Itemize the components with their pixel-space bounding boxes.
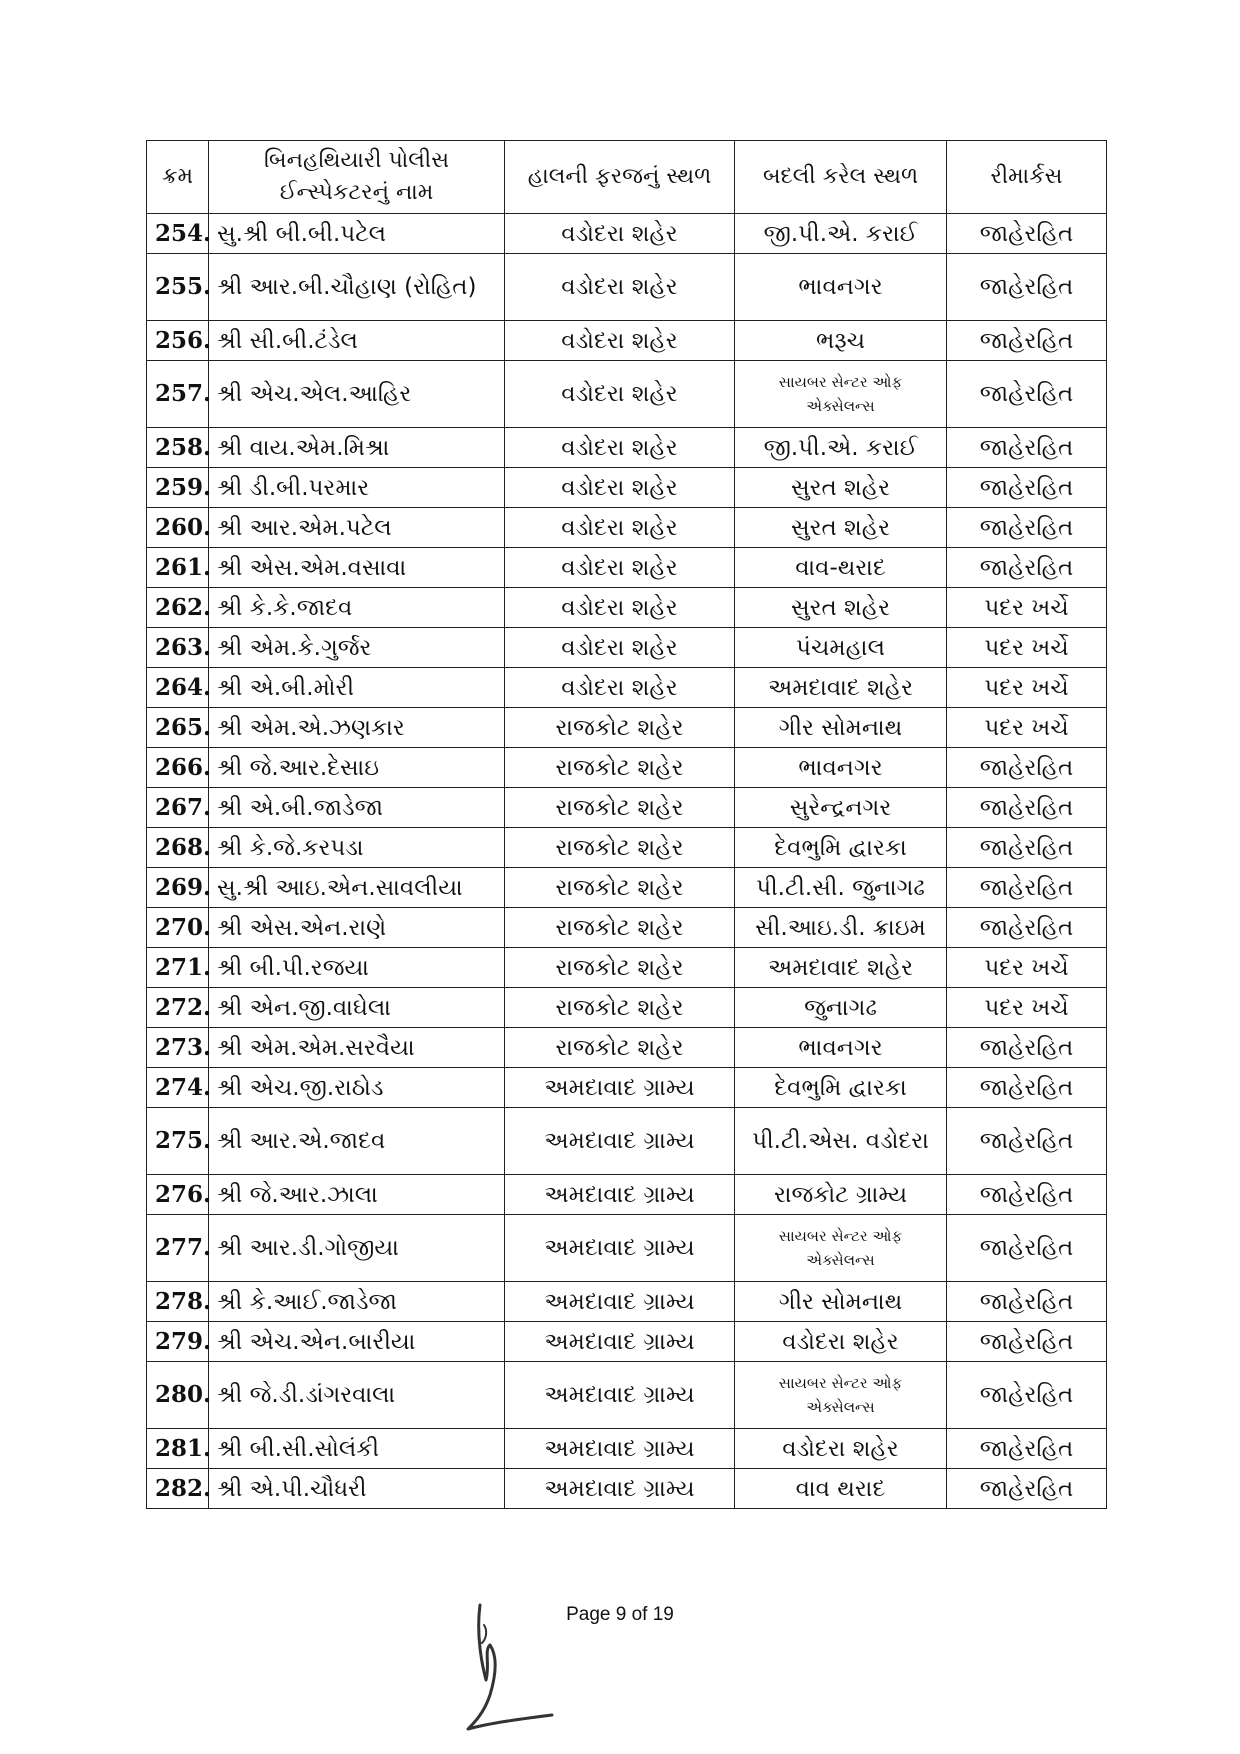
header-transfer-place: બદલી કરેલ સ્થળ — [735, 141, 947, 214]
transfer-place-cell: પંચમહાલ — [735, 628, 947, 668]
remarks-cell: પદર ખર્ચે — [947, 668, 1107, 708]
remarks-cell: જાહેરહિત — [947, 254, 1107, 321]
officer-name-cell: શ્રી જે.આર.ઝાલા — [209, 1175, 505, 1215]
table-row — [147, 828, 1107, 868]
officer-name-cell: શ્રી આર.બી.ચૌહાણ (રોહિત) — [209, 254, 505, 321]
table-row — [147, 708, 1107, 748]
remarks-cell: જાહેરહિત — [947, 468, 1107, 508]
transfer-place-cell: વાવ-થરાદ — [735, 548, 947, 588]
transfer-place-cell: સી.આઇ.ડી. ક્રાઇમ — [735, 908, 947, 948]
remarks-cell: જાહેરહિત — [947, 428, 1107, 468]
serial-number-cell: 271. — [147, 948, 209, 988]
current-posting-cell: વડોદરા શહેર — [505, 361, 735, 428]
officer-name-cell: શ્રી આર.ડી.ગોજીયા — [209, 1215, 505, 1282]
table-row — [147, 748, 1107, 788]
remarks-cell: જાહેરહિત — [947, 908, 1107, 948]
serial-number-cell: 259. — [147, 468, 209, 508]
officer-name-cell: શ્રી એ.બી.જાડેજા — [209, 788, 505, 828]
current-posting-cell: રાજકોટ શહેર — [505, 1028, 735, 1068]
serial-number-cell: 275. — [147, 1108, 209, 1175]
officer-name-cell: શ્રી સી.બી.ટંડેલ — [209, 321, 505, 361]
current-posting-cell: રાજકોટ શહેર — [505, 988, 735, 1028]
current-posting-cell: અમદાવાદ ગ્રામ્ય — [505, 1362, 735, 1429]
current-posting-cell: અમદાવાદ ગ્રામ્ય — [505, 1175, 735, 1215]
transfer-place-cell: જુનાગઢ — [735, 988, 947, 1028]
officer-name-cell: શ્રી કે.આઈ.જાડેજા — [209, 1282, 505, 1322]
officer-name-cell: શ્રી એ.પી.ચૌધરી — [209, 1469, 505, 1509]
remarks-cell: જાહેરહિત — [947, 214, 1107, 254]
serial-number-cell: 272. — [147, 988, 209, 1028]
current-posting-cell: રાજકોટ શહેર — [505, 788, 735, 828]
table-row — [147, 1215, 1107, 1282]
header-name: બિનહથિયારી પોલીસ ઈન્સ્પેકટરનું નામ — [209, 141, 505, 214]
officer-name-cell: શ્રી એચ.એલ.આહિર — [209, 361, 505, 428]
serial-number-cell: 263. — [147, 628, 209, 668]
remarks-cell: જાહેરહિત — [947, 1215, 1107, 1282]
transfer-place-cell: રાજકોટ ગ્રામ્ય — [735, 1175, 947, 1215]
serial-number-cell: 279. — [147, 1322, 209, 1362]
serial-number-cell: 267. — [147, 788, 209, 828]
remarks-cell: પદર ખર્ચે — [947, 988, 1107, 1028]
transfer-table — [146, 140, 1107, 1509]
current-posting-cell: વડોદરા શહેર — [505, 548, 735, 588]
serial-number-cell: 269. — [147, 868, 209, 908]
officer-name-cell: શ્રી એ.બી.મોરી — [209, 668, 505, 708]
serial-number-cell: 265. — [147, 708, 209, 748]
officer-name-cell: શ્રી જે.ડી.ડાંગરવાલા — [209, 1362, 505, 1429]
officer-name-cell: શ્રી એસ.એમ.વસાવા — [209, 548, 505, 588]
transfer-place-cell: વાવ થરાદ — [735, 1469, 947, 1509]
table-row — [147, 468, 1107, 508]
current-posting-cell: વડોદરા શહેર — [505, 428, 735, 468]
table-row — [147, 788, 1107, 828]
current-posting-cell: વડોદરા શહેર — [505, 214, 735, 254]
page-number: Page 9 of 19 — [566, 1604, 674, 1625]
transfer-place-cell: ભાવનગર — [735, 254, 947, 321]
header-current-posting: હાલની ફરજનું સ્થળ — [505, 141, 735, 214]
remarks-cell: પદર ખર્ચે — [947, 628, 1107, 668]
serial-number-cell: 264. — [147, 668, 209, 708]
table-row — [147, 214, 1107, 254]
current-posting-cell: રાજકોટ શહેર — [505, 748, 735, 788]
serial-number-cell: 268. — [147, 828, 209, 868]
table-row — [147, 668, 1107, 708]
table-row — [147, 1282, 1107, 1322]
remarks-cell: જાહેરહિત — [947, 828, 1107, 868]
serial-number-cell: 281. — [147, 1429, 209, 1469]
transfer-place-cell: અમદાવાદ શહેર — [735, 948, 947, 988]
table-row — [147, 908, 1107, 948]
remarks-cell: જાહેરહિત — [947, 321, 1107, 361]
transfer-place-cell: સુરત શહેર — [735, 588, 947, 628]
remarks-cell: જાહેરહિત — [947, 1108, 1107, 1175]
transfer-place-cell: દેવભુમિ દ્વારકા — [735, 1068, 947, 1108]
remarks-cell: જાહેરહિત — [947, 1362, 1107, 1429]
remarks-cell: જાહેરહિત — [947, 1322, 1107, 1362]
remarks-cell: જાહેરહિત — [947, 1175, 1107, 1215]
remarks-cell: જાહેરહિત — [947, 1469, 1107, 1509]
transfer-place-cell: ગીર સોમનાથ — [735, 1282, 947, 1322]
transfer-place-cell: સાયબર સેન્ટર ઓફ એક્સેલન્સ — [735, 361, 947, 428]
officer-name-cell: સુ.શ્રી બી.બી.પટેલ — [209, 214, 505, 254]
table-row — [147, 361, 1107, 428]
serial-number-cell: 274. — [147, 1068, 209, 1108]
current-posting-cell: અમદાવાદ ગ્રામ્ય — [505, 1429, 735, 1469]
officer-name-cell: શ્રી કે.કે.જાદવ — [209, 588, 505, 628]
officer-name-cell: શ્રી ડી.બી.પરમાર — [209, 468, 505, 508]
transfer-place-cell: ભરૂચ — [735, 321, 947, 361]
transfer-place-cell: સુરેન્દ્રનગર — [735, 788, 947, 828]
current-posting-cell: રાજકોટ શહેર — [505, 868, 735, 908]
officer-name-cell: સુ.શ્રી આઇ.એન.સાવલીયા — [209, 868, 505, 908]
serial-number-cell: 276. — [147, 1175, 209, 1215]
current-posting-cell: અમદાવાદ ગ્રામ્ય — [505, 1068, 735, 1108]
current-posting-cell: અમદાવાદ ગ્રામ્ય — [505, 1215, 735, 1282]
officer-name-cell: શ્રી એમ.કે.ગુર્જર — [209, 628, 505, 668]
table-row — [147, 508, 1107, 548]
officer-name-cell: શ્રી આર.એમ.પટેલ — [209, 508, 505, 548]
transfer-place-cell: પી.ટી.એસ. વડોદરા — [735, 1108, 947, 1175]
current-posting-cell: વડોદરા શહેર — [505, 668, 735, 708]
officer-name-cell: શ્રી બી.સી.સોલંકી — [209, 1429, 505, 1469]
serial-number-cell: 278. — [147, 1282, 209, 1322]
table-row — [147, 1068, 1107, 1108]
table-row — [147, 868, 1107, 908]
serial-number-cell: 260. — [147, 508, 209, 548]
current-posting-cell: રાજકોટ શહેર — [505, 828, 735, 868]
table-row — [147, 628, 1107, 668]
remarks-cell: જાહેરહિત — [947, 548, 1107, 588]
officer-name-cell: શ્રી એમ.એમ.સરવૈયા — [209, 1028, 505, 1068]
remarks-cell: જાહેરહિત — [947, 748, 1107, 788]
remarks-cell: પદર ખર્ચે — [947, 588, 1107, 628]
serial-number-cell: 280. — [147, 1362, 209, 1429]
transfer-place-cell: પી.ટી.સી. જુનાગઢ — [735, 868, 947, 908]
table-row — [147, 1469, 1107, 1509]
officer-name-cell: શ્રી એચ.જી.રાઠોડ — [209, 1068, 505, 1108]
serial-number-cell: 282. — [147, 1469, 209, 1509]
remarks-cell: જાહેરહિત — [947, 361, 1107, 428]
serial-number-cell: 270. — [147, 908, 209, 948]
table-row — [147, 321, 1107, 361]
remarks-cell: પદર ખર્ચે — [947, 948, 1107, 988]
current-posting-cell: અમદાવાદ ગ્રામ્ય — [505, 1108, 735, 1175]
serial-number-cell: 266. — [147, 748, 209, 788]
transfer-place-cell: સુરત શહેર — [735, 468, 947, 508]
table-row — [147, 428, 1107, 468]
transfer-place-cell: અમદાવાદ શહેર — [735, 668, 947, 708]
serial-number-cell: 255. — [147, 254, 209, 321]
transfer-place-cell: દેવભુમિ દ્વારકા — [735, 828, 947, 868]
serial-number-cell: 256. — [147, 321, 209, 361]
current-posting-cell: રાજકોટ શહેર — [505, 948, 735, 988]
header-serial: ક્રમ — [147, 141, 209, 214]
remarks-cell: જાહેરહિત — [947, 1429, 1107, 1469]
remarks-cell: પદર ખર્ચે — [947, 708, 1107, 748]
officer-name-cell: શ્રી એમ.એ.ઝણકાર — [209, 708, 505, 748]
table-row — [147, 948, 1107, 988]
remarks-cell: જાહેરહિત — [947, 1068, 1107, 1108]
officer-name-cell: શ્રી એસ.એન.રાણે — [209, 908, 505, 948]
current-posting-cell: અમદાવાદ ગ્રામ્ય — [505, 1469, 735, 1509]
transfer-place-cell: વડોદરા શહેર — [735, 1322, 947, 1362]
table-row — [147, 1108, 1107, 1175]
serial-number-cell: 254. — [147, 214, 209, 254]
current-posting-cell: વડોદરા શહેર — [505, 254, 735, 321]
remarks-cell: જાહેરહિત — [947, 508, 1107, 548]
remarks-cell: જાહેરહિત — [947, 868, 1107, 908]
table-body — [147, 214, 1107, 1509]
transfer-place-cell: જી.પી.એ. કરાઈ — [735, 214, 947, 254]
officer-name-cell: શ્રી કે.જે.કરપડા — [209, 828, 505, 868]
serial-number-cell: 273. — [147, 1028, 209, 1068]
officer-name-cell: શ્રી વાય.એમ.મિશ્રા — [209, 428, 505, 468]
current-posting-cell: રાજકોટ શહેર — [505, 908, 735, 948]
current-posting-cell: અમદાવાદ ગ્રામ્ય — [505, 1322, 735, 1362]
current-posting-cell: અમદાવાદ ગ્રામ્ય — [505, 1282, 735, 1322]
transfer-place-cell: જી.પી.એ. કરાઈ — [735, 428, 947, 468]
current-posting-cell: રાજકોટ શહેર — [505, 708, 735, 748]
table-row — [147, 254, 1107, 321]
serial-number-cell: 258. — [147, 428, 209, 468]
remarks-cell: જાહેરહિત — [947, 788, 1107, 828]
table-row — [147, 1028, 1107, 1068]
table-row — [147, 1362, 1107, 1429]
officer-name-cell: શ્રી એન.જી.વાઘેલા — [209, 988, 505, 1028]
officer-name-cell: શ્રી બી.પી.રજયા — [209, 948, 505, 988]
table-row — [147, 1175, 1107, 1215]
table-row — [147, 1322, 1107, 1362]
remarks-cell: જાહેરહિત — [947, 1282, 1107, 1322]
table-row — [147, 1429, 1107, 1469]
transfer-place-cell: વડોદરા શહેર — [735, 1429, 947, 1469]
table-row — [147, 988, 1107, 1028]
officer-name-cell: શ્રી આર.એ.જાદવ — [209, 1108, 505, 1175]
transfer-place-cell: સાયબર સેન્ટર ઓફ એક્સેલન્સ — [735, 1362, 947, 1429]
table-row — [147, 548, 1107, 588]
officer-name-cell: શ્રી એચ.એન.બારીયા — [209, 1322, 505, 1362]
serial-number-cell: 257. — [147, 361, 209, 428]
table-row — [147, 588, 1107, 628]
current-posting-cell: વડોદરા શહેર — [505, 588, 735, 628]
current-posting-cell: વડોદરા શહેર — [505, 321, 735, 361]
officer-name-cell: શ્રી જે.આર.દેસાઇ — [209, 748, 505, 788]
transfer-place-cell: સાયબર સેન્ટર ઓફ એક્સેલન્સ — [735, 1215, 947, 1282]
serial-number-cell: 277. — [147, 1215, 209, 1282]
remarks-cell: જાહેરહિત — [947, 1028, 1107, 1068]
transfer-place-cell: ભાવનગર — [735, 748, 947, 788]
header-remarks: રીમાર્કસ — [947, 141, 1107, 214]
transfer-place-cell: સુરત શહેર — [735, 508, 947, 548]
serial-number-cell: 262. — [147, 588, 209, 628]
current-posting-cell: વડોદરા શહેર — [505, 628, 735, 668]
transfer-place-cell: ભાવનગર — [735, 1028, 947, 1068]
transfer-place-cell: ગીર સોમનાથ — [735, 708, 947, 748]
current-posting-cell: વડોદરા શહેર — [505, 508, 735, 548]
current-posting-cell: વડોદરા શહેર — [505, 468, 735, 508]
serial-number-cell: 261. — [147, 548, 209, 588]
table-header-row — [147, 141, 1107, 214]
